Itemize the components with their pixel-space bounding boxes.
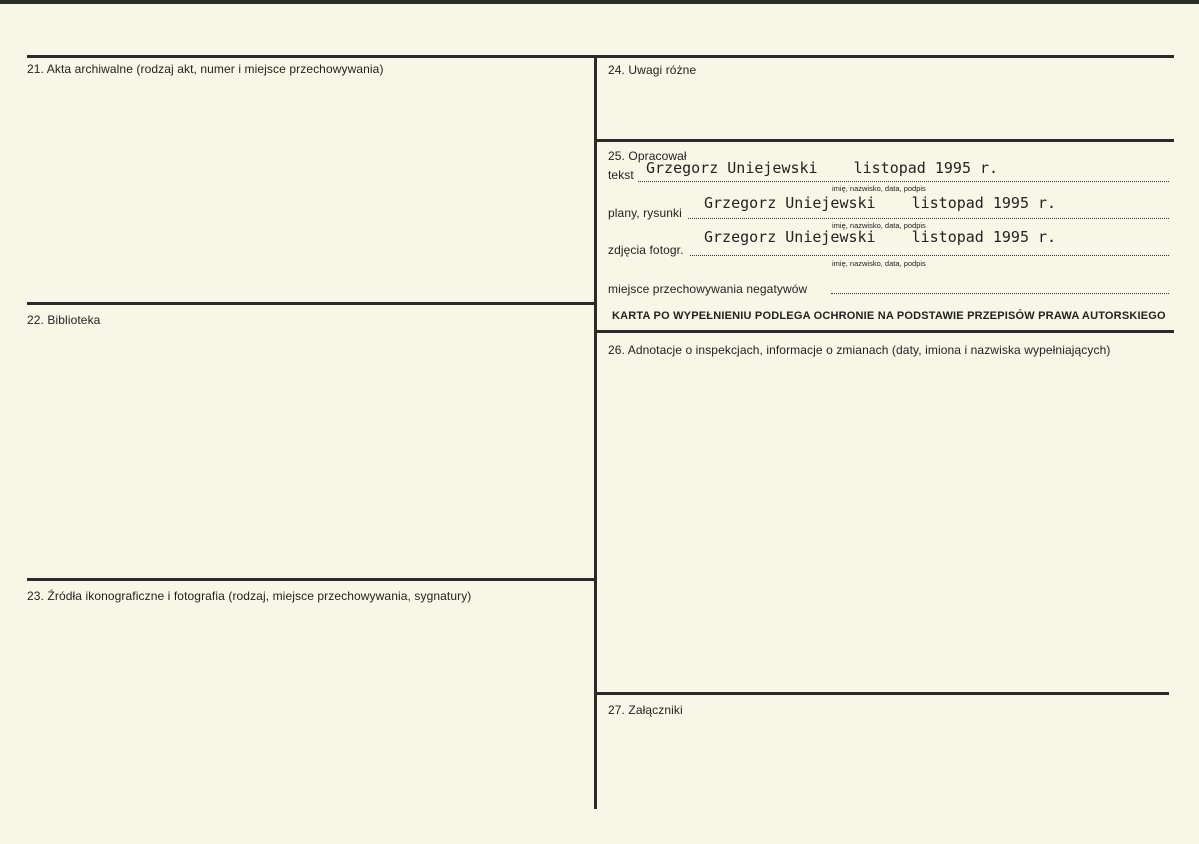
- section-27-label: 27. Załączniki: [608, 703, 683, 717]
- tekst-value: [646, 160, 998, 177]
- top-rule: [27, 55, 1174, 58]
- plany-label: plany, rysunki: [608, 206, 682, 220]
- plany-dotted-line: [688, 218, 1169, 219]
- plany-hint: imię, nazwisko, data, podpis: [832, 221, 926, 230]
- zdjecia-value: [704, 229, 1056, 246]
- tekst-name: Grzegorz Uniejewski: [646, 159, 818, 177]
- plany-date: listopad 1995 r.: [911, 194, 1057, 212]
- tekst-date: listopad 1995 r.: [853, 159, 999, 177]
- scan-top-edge: [0, 0, 1199, 4]
- section-24-label: 24. Uwagi różne: [608, 63, 697, 77]
- tekst-dotted-line: [638, 181, 1169, 182]
- zdjecia-date: listopad 1995 r.: [911, 228, 1057, 246]
- tekst-hint: imię, nazwisko, data, podpis: [832, 184, 926, 193]
- plany-value: [704, 195, 1056, 212]
- section-21-label: 21. Akta archiwalne (rodzaj akt, numer i miejsce przechowywania): [27, 62, 384, 76]
- section-23-label: 23. Źródła ikonograficzne i fotografia (rodzaj, miejsce przechowywania, sygnatury): [27, 589, 472, 603]
- negatywy-dotted-line: [831, 293, 1169, 294]
- rule-25-26: [596, 330, 1174, 333]
- center-divider: [594, 55, 597, 809]
- section-26-label: 26. Adnotacje o inspekcjach, informacje o zmianach (daty, imiona i nazwiska wypełniających): [608, 343, 1111, 357]
- section-25-label: 25. Opracował: [608, 149, 687, 163]
- rule-26-27: [596, 692, 1169, 695]
- rule-24-25: [596, 139, 1174, 142]
- plany-name: Grzegorz Uniejewski: [704, 194, 876, 212]
- tekst-label: tekst: [608, 168, 634, 182]
- zdjecia-hint: imię, nazwisko, data, podpis: [832, 259, 926, 268]
- zdjecia-label: zdjęcia fotogr.: [608, 243, 684, 257]
- negatywy-label: miejsce przechowywania negatywów: [608, 282, 808, 296]
- zdjecia-name: Grzegorz Uniejewski: [704, 228, 876, 246]
- zdjecia-dotted-line: [690, 255, 1169, 256]
- section-22-label: 22. Biblioteka: [27, 313, 101, 327]
- rule-21-22: [27, 302, 595, 305]
- copyright-notice: KARTA PO WYPEŁNIENIU PODLEGA OCHRONIE NA PODSTAWIE PRZEPISÓW PRAWA AUTORSKIEGO: [612, 310, 1166, 322]
- rule-22-23: [27, 578, 595, 581]
